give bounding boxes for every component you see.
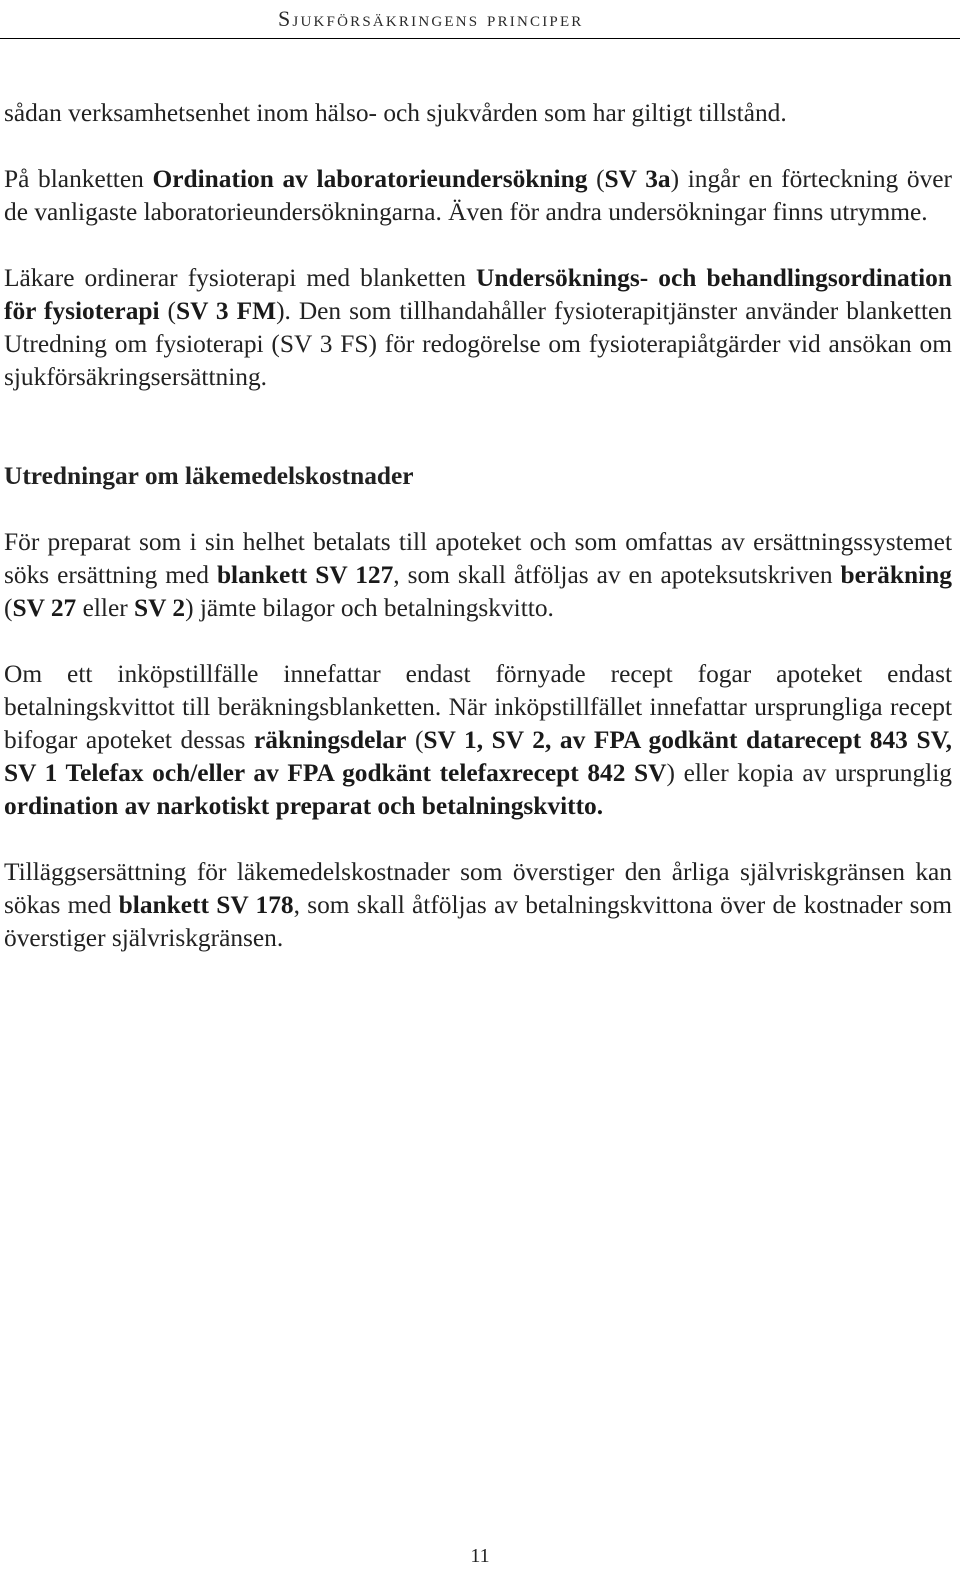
paragraph-laboratorieundersokning: [4, 163, 952, 229]
paragraph-text: eller: [76, 594, 135, 622]
form-code-bold: blankett SV 127: [216, 561, 394, 589]
form-code-bold: SV 1, SV 2, av FPA godkänt datarecept 843 SV, SV 1 Telefax och/eller av FPA godkänt telefaxrecept 842 SV: [4, 726, 952, 787]
paragraph-text: ). Den som tillhandahåller fysioterapitjänster använder blanketten Utredning om fysioterapi (SV 3 FS) för redogörelse om fysioterapiåtgärder vid ansökan om sjukförsäkringsersättning.: [4, 297, 952, 391]
paragraph-tillaggsersattning: [4, 856, 952, 955]
page-body: [4, 97, 952, 988]
keyword-bold: ordination av narkotiskt preparat och betalningskvitto.: [4, 792, 604, 820]
header-rule: [0, 38, 960, 39]
paragraph-preparat: [4, 526, 952, 625]
form-name-bold: Ordination av laboratorieundersökning: [152, 165, 588, 193]
section-heading: Utredningar om läkemedelskostnader: [4, 462, 414, 490]
paragraph-inkopstillfalle: [4, 658, 952, 823]
paragraph-text: (: [4, 594, 13, 622]
form-name-bold: Undersöknings- och behandlingsordination för fysioterapi: [4, 264, 952, 325]
paragraph-text: ) eller kopia av ursprunglig: [666, 759, 952, 787]
paragraph-text: , som skall åtföljas av en apoteksutskriven: [393, 561, 841, 589]
form-code-bold: SV 2: [134, 594, 186, 622]
paragraph-text: På blanketten: [4, 165, 153, 193]
form-code-bold: SV 3a: [604, 165, 671, 193]
paragraph-text: Läkare ordinerar fysioterapi med blanketten: [4, 264, 477, 292]
paragraph-text: Om ett inköpstillfälle innefattar endast förnyade recept fogar apoteket endast betalningskvittot till beräkningsblanketten. När inköpstillfället innefattar ursprungliga recept bifogar apoteket dessas: [4, 660, 952, 754]
form-code-bold: blankett SV 178: [118, 891, 294, 919]
form-code-bold: SV 27: [12, 594, 77, 622]
paragraph-tillstand: [4, 97, 952, 130]
running-header: [0, 0, 960, 38]
paragraph-fysioterapi: [4, 262, 952, 394]
paragraph-text: , som skall åtföljas av betalningskvittona över de kostnader som överstiger självriskgränsen.: [4, 891, 952, 952]
paragraph-text: ) jämte bilagor och betalningskvitto.: [185, 594, 554, 622]
paragraph-text: (: [406, 726, 424, 754]
running-header-title: Sjukförsäkringens principer: [278, 6, 584, 31]
paragraph-text: (: [159, 297, 176, 325]
paragraph-text: sådan verksamhetsenhet inom hälso- och sjukvården som har giltigt tillstånd.: [4, 99, 787, 127]
form-code-bold: SV 3 FM: [175, 297, 277, 325]
paragraph-text: (: [587, 165, 605, 193]
paragraph-text: För preparat som i sin helhet betalats till apoteket och som omfattas av ersättningssystemet söks ersättning med: [4, 528, 952, 589]
keyword-bold: beräkning: [840, 561, 952, 589]
keyword-bold: räkningsdelar: [253, 726, 407, 754]
paragraph-text: ) ingår en förteckning över de vanligaste laboratorieundersökningarna. Även för andra undersökningar finns utrymme.: [4, 165, 952, 226]
paragraph-text: Tilläggsersättning för läkemedelskostnader som överstiger den årliga självriskgränsen kan sökas med: [4, 858, 952, 919]
page-number: 11: [470, 1545, 490, 1567]
